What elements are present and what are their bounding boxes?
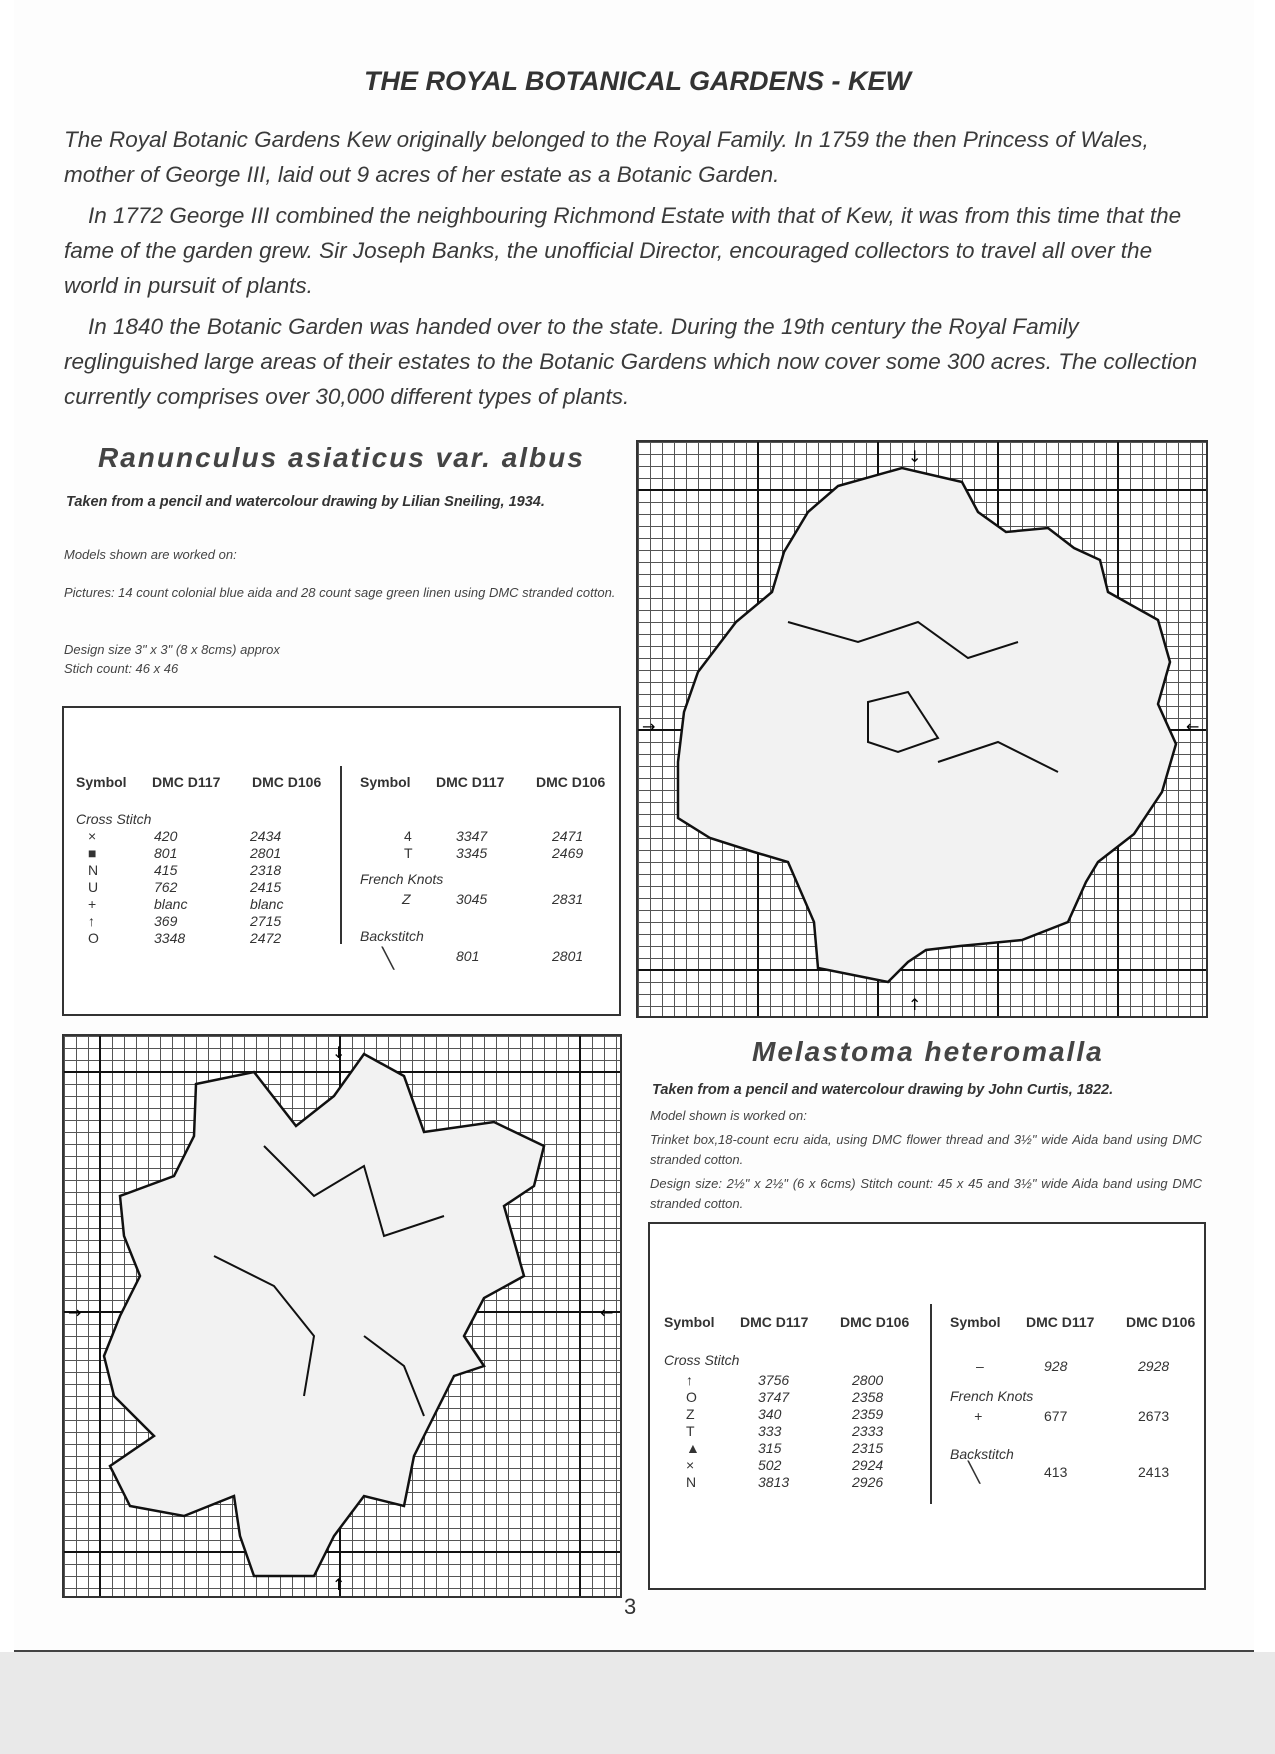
key-symbol: T: [686, 1423, 695, 1439]
key-header-symbol: Symbol: [950, 1314, 1001, 1330]
ranunculus-key-table: [62, 706, 621, 1016]
svg-text:↑: ↑: [332, 1575, 346, 1594]
svg-text:↓: ↓: [332, 1043, 346, 1062]
key-symbol: U: [88, 879, 99, 895]
key-symbol: 4: [404, 828, 412, 844]
melastoma-source: Taken from a pencil and watercolour drawing by John Curtis, 1822.: [652, 1082, 1114, 1098]
key-header-d117: DMC D117: [152, 774, 221, 790]
melastoma-title: Melastoma heteromalla: [752, 1036, 1104, 1067]
key-divider: [340, 766, 342, 944]
key-d106: 2471: [552, 828, 584, 844]
key-header-d117: DMC D117: [740, 1314, 809, 1330]
ranunculus-chart-outline: [638, 442, 1206, 1016]
key-d106: 2469: [552, 845, 584, 861]
key-section-label: Backstitch: [950, 1446, 1014, 1462]
key-d117: blanc: [154, 896, 188, 912]
scan-background: [0, 1652, 1275, 1754]
key-symbol: O: [88, 930, 99, 946]
key-d117: 3348: [154, 930, 186, 946]
key-symbol: N: [88, 862, 99, 878]
page-number: 3: [624, 1594, 637, 1619]
backstitch-icon: ╲: [382, 948, 395, 970]
key-d106: 2928: [1138, 1358, 1170, 1374]
key-symbol: –: [976, 1358, 984, 1374]
key-d106: 2715: [250, 913, 282, 929]
key-d106: 2318: [250, 862, 282, 878]
key-header-d117: DMC D117: [1026, 1314, 1095, 1330]
svg-text:←: ←: [1186, 717, 1200, 736]
melastoma-model: Model shown is worked on:: [650, 1108, 807, 1123]
svg-text:→: →: [68, 1303, 82, 1322]
ranunculus-title: Ranunculus asiaticus var. albus: [98, 442, 585, 473]
key-d117: 415: [154, 862, 178, 878]
key-d106: 2801: [552, 948, 584, 964]
svg-text:←: ←: [600, 1303, 614, 1322]
key-d117: 801: [456, 948, 480, 964]
key-d117: 502: [758, 1457, 782, 1473]
key-section-label: French Knots: [360, 871, 444, 887]
key-symbol: ▲: [686, 1440, 700, 1456]
key-symbol: Z: [402, 891, 411, 907]
key-header-d106: DMC D106: [1126, 1314, 1196, 1330]
key-d117: 340: [758, 1406, 782, 1422]
key-d106: 2926: [852, 1474, 884, 1490]
page-title: THE ROYAL BOTANICAL GARDENS - KEW: [363, 66, 911, 96]
key-d117: 3045: [456, 891, 488, 907]
key-d106: 2415: [250, 879, 282, 895]
key-d117: 677: [1044, 1408, 1068, 1424]
svg-text:↑: ↑: [908, 995, 922, 1014]
key-d117: 315: [758, 1440, 782, 1456]
key-symbol: ×: [88, 828, 97, 844]
key-d106: 2800: [852, 1372, 884, 1388]
svg-text:→: →: [642, 717, 656, 736]
key-symbol: ↑: [88, 913, 95, 929]
key-symbol: ■: [88, 845, 97, 861]
melastoma-chart: [62, 1034, 622, 1598]
key-d117: 420: [154, 828, 178, 844]
key-d117: 3756: [758, 1372, 790, 1388]
key-d117: 3747: [758, 1389, 790, 1405]
svg-text:↓: ↓: [908, 447, 922, 466]
intro-paragraph: In 1772 George III combined the neighbouring Richmond Estate with that of Kew, it was from this time that the fame of the garden grew. Sir Joseph Banks, the unofficial Director, encouraged collectors to travel all over the world in pursuit of plants.: [64, 203, 1182, 298]
key-header-d106: DMC D106: [252, 774, 322, 790]
key-header-symbol: Symbol: [664, 1314, 715, 1330]
key-d106: 2434: [250, 828, 282, 844]
key-d106: 2831: [552, 891, 584, 907]
key-d117: 333: [758, 1423, 782, 1439]
melastoma-trinket: Trinket box,18-count ecru aida, using DMC flower thread and 3½" wide Aida band using DMC stranded cotton.: [650, 1132, 1202, 1167]
key-d117: 413: [1044, 1464, 1068, 1480]
key-symbol: +: [88, 896, 97, 912]
key-symbol: T: [404, 845, 413, 861]
ranunculus-chart: [636, 440, 1208, 1018]
key-d117: 3813: [758, 1474, 790, 1490]
melastoma-chart-outline: [64, 1036, 620, 1596]
key-symbol: O: [686, 1389, 697, 1405]
key-d117: 762: [154, 879, 178, 895]
key-d106: 2358: [852, 1389, 884, 1405]
key-d117: 3345: [456, 845, 488, 861]
key-header-d106: DMC D106: [840, 1314, 910, 1330]
key-section-label: Backstitch: [360, 928, 424, 944]
key-header-d106: DMC D106: [536, 774, 606, 790]
key-d117: 801: [154, 845, 178, 861]
key-symbol: ↑: [686, 1372, 693, 1388]
key-symbol: +: [974, 1408, 983, 1424]
key-d106: 2924: [852, 1457, 884, 1473]
key-d117: 369: [154, 913, 178, 929]
key-d106: 2359: [852, 1406, 884, 1422]
key-d106: 2413: [1138, 1464, 1170, 1480]
key-section-label: French Knots: [950, 1388, 1034, 1404]
key-header-symbol: Symbol: [76, 774, 127, 790]
ranunculus-pictures: Pictures: 14 count colonial blue aida and 28 count sage green linen using DMC stranded cotton.: [64, 585, 616, 600]
key-d106: 2315: [852, 1440, 884, 1456]
melastoma-key-table: [648, 1222, 1206, 1590]
key-header-d117: DMC D117: [436, 774, 505, 790]
ranunculus-design-size: Design size 3" x 3" (8 x 8cms) approx: [64, 642, 280, 657]
intro-paragraph: In 1840 the Botanic Garden was handed over to the state. During the 19th century the Royal Family reglinguished large areas of their estates to the Botanic Gardens which now cover some 300 acres. The collection currently comprises over 30,000 different types of plants.: [64, 314, 1198, 409]
key-header-symbol: Symbol: [360, 774, 411, 790]
intro-paragraph: The Royal Botanic Gardens Kew originally belonged to the Royal Family. In 1759 the then Princess of Wales, mother of George III, laid out 9 acres of her estate as a Botanic Garden.: [64, 127, 1149, 187]
key-symbol: Z: [686, 1406, 695, 1422]
key-symbol: ×: [686, 1457, 695, 1473]
key-d106: 2472: [250, 930, 282, 946]
key-divider: [930, 1304, 932, 1504]
ranunculus-source: Taken from a pencil and watercolour drawing by Lilian Sneiling, 1934.: [66, 494, 545, 510]
intro-text: [64, 122, 1204, 420]
key-section-label: Cross Stitch: [76, 811, 152, 827]
backstitch-icon: ╲: [968, 1462, 981, 1484]
ranunculus-stitch-count: Stich count: 46 x 46: [64, 661, 179, 676]
melastoma-design-size: Design size: 2½" x 2½" (6 x 6cms) Stitch count: 45 x 45 and 3½" wide Aida band using DMC stranded cotton.: [650, 1176, 1202, 1211]
key-d106: 2333: [852, 1423, 884, 1439]
ranunculus-models: Models shown are worked on:: [64, 547, 237, 562]
key-d106: blanc: [250, 896, 284, 912]
key-d106: 2673: [1138, 1408, 1170, 1424]
key-d117: 928: [1044, 1358, 1068, 1374]
key-section-label: Cross Stitch: [664, 1352, 740, 1368]
key-d117: 3347: [456, 828, 488, 844]
key-symbol: N: [686, 1474, 697, 1490]
key-d106: 2801: [250, 845, 282, 861]
